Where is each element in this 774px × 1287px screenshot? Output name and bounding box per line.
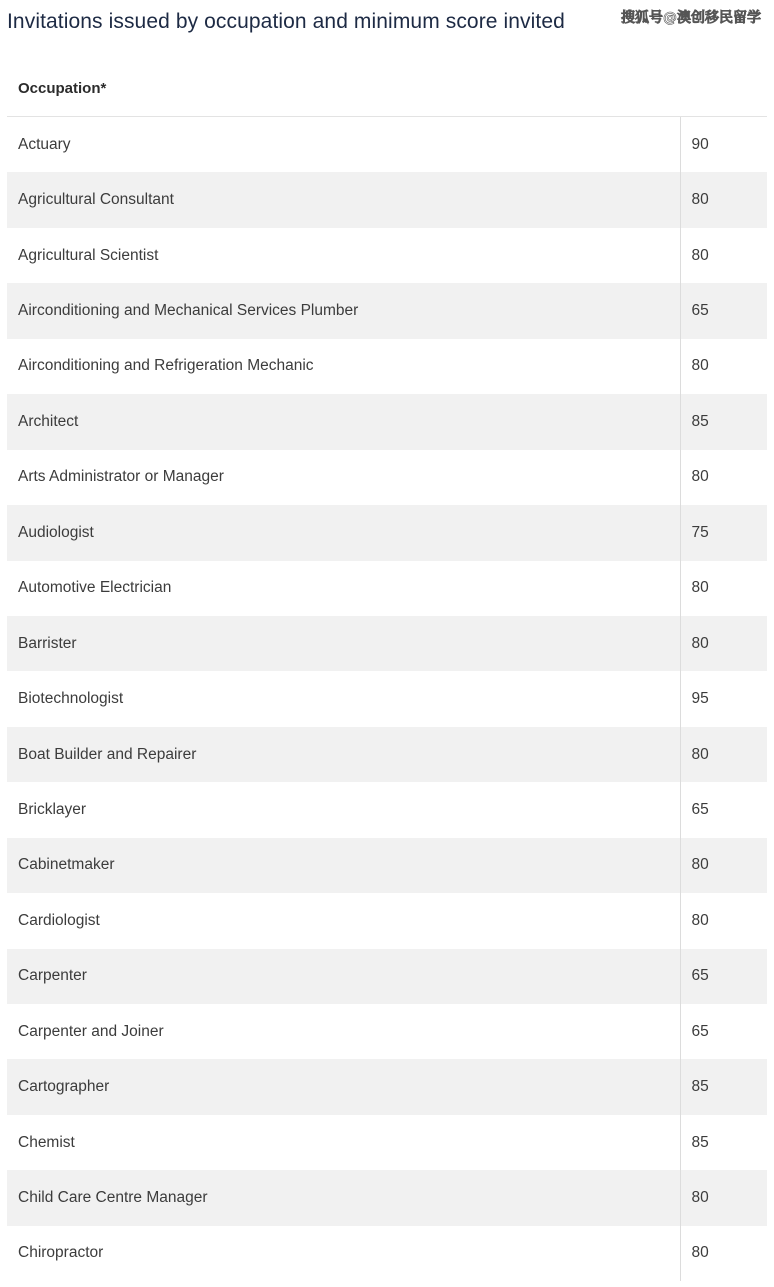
score-cell: 80	[680, 616, 767, 671]
table-row	[7, 727, 767, 782]
occupation-cell: Carpenter	[7, 949, 680, 1004]
occupation-cell: Cartographer	[7, 1059, 680, 1114]
occupation-cell: Architect	[7, 394, 680, 449]
table-row	[7, 1059, 767, 1114]
table-row	[7, 893, 767, 948]
table-row	[7, 1226, 767, 1281]
table-row	[7, 450, 767, 505]
occupation-cell: Boat Builder and Repairer	[7, 727, 680, 782]
table-row	[7, 949, 767, 1004]
table-row	[7, 117, 767, 173]
table-row	[7, 838, 767, 893]
occupation-cell: Agricultural Scientist	[18, 246, 159, 264]
score-cell: 80	[680, 172, 767, 227]
score-cell: 80	[680, 838, 767, 893]
score-cell: 65	[680, 283, 767, 338]
table-row	[7, 1115, 767, 1170]
occupation-cell: Barrister	[7, 616, 680, 671]
score-cell: 65	[680, 949, 767, 1004]
occupation-score-table	[7, 61, 767, 1281]
column-header-score	[680, 61, 767, 117]
score-cell: 80	[680, 339, 767, 394]
occupation-cell: Actuary	[18, 135, 71, 153]
table-row	[7, 782, 767, 837]
occupation-table-container	[7, 61, 767, 1281]
table-row	[7, 172, 767, 227]
column-header-occupation: Occupation*	[7, 61, 680, 117]
score-cell: 80	[680, 1226, 767, 1281]
page-header	[7, 6, 767, 42]
occupation-cell: Audiologist	[7, 505, 680, 560]
score-cell: 90	[680, 117, 767, 173]
occupation-cell: Chemist	[18, 1133, 75, 1151]
table-header-row	[7, 61, 767, 117]
score-cell: 65	[680, 782, 767, 837]
occupation-cell: Airconditioning and Mechanical Services Plumber	[7, 283, 680, 338]
score-cell: 80	[680, 561, 767, 616]
score-cell: 85	[680, 1115, 767, 1170]
table-body	[7, 117, 767, 1282]
score-cell: 80	[680, 727, 767, 782]
occupation-cell: Carpenter and Joiner	[18, 1022, 164, 1040]
occupation-cell: Child Care Centre Manager	[7, 1170, 680, 1225]
occupation-cell: Airconditioning and Refrigeration Mechanic	[18, 357, 314, 375]
table-row	[7, 283, 767, 338]
table-row	[7, 1170, 767, 1225]
table-row	[7, 505, 767, 560]
table-row	[7, 616, 767, 671]
watermark: 搜狐号@澳创移民留学	[621, 10, 761, 26]
score-cell: 65	[680, 1004, 767, 1059]
occupation-cell: Chiropractor	[18, 1244, 104, 1262]
occupation-cell: Arts Administrator or Manager	[18, 468, 224, 486]
occupation-cell: Bricklayer	[18, 800, 87, 818]
table-row	[7, 1004, 767, 1059]
score-cell: 80	[680, 893, 767, 948]
score-cell: 85	[680, 1059, 767, 1114]
score-cell: 80	[680, 228, 767, 283]
table-row	[7, 561, 767, 616]
occupation-cell: Cardiologist	[18, 911, 100, 929]
score-cell: 95	[680, 671, 767, 726]
occupation-cell: Automotive Electrician	[18, 579, 172, 597]
score-cell: 85	[680, 394, 767, 449]
table-row	[7, 339, 767, 394]
table-row	[7, 394, 767, 449]
table-row	[7, 228, 767, 283]
occupation-cell: Biotechnologist	[18, 690, 124, 708]
score-cell: 80	[680, 450, 767, 505]
score-cell: 75	[680, 505, 767, 560]
occupation-cell: Agricultural Consultant	[7, 172, 680, 227]
table-row	[7, 671, 767, 726]
occupation-cell: Cabinetmaker	[7, 838, 680, 893]
page-title: Invitations issued by occupation and minimum score invited	[7, 10, 565, 33]
score-cell: 80	[680, 1170, 767, 1225]
